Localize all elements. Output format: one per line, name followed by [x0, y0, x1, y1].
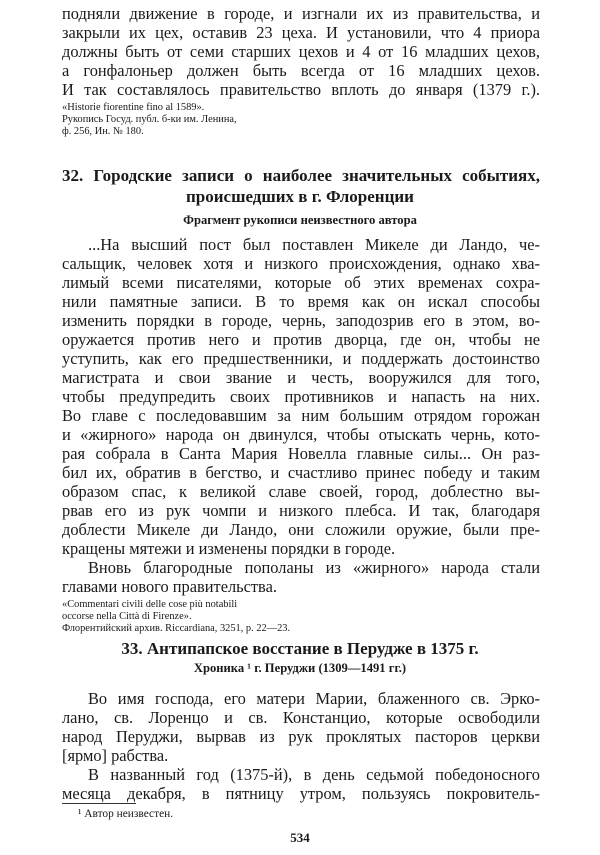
section-32-line: рая собрала в Санта Мария Новелла главные силы... Он раз- — [62, 444, 540, 463]
intro-source-line: ф. 256, Ин. № 180. — [62, 126, 144, 137]
section-33-line: лано, св. Лоренцо и св. Констанцио, которые освободили — [62, 708, 540, 727]
section-32-line: доблести Микеле ди Ландо, они сложили оружие, были пре- — [62, 520, 540, 539]
section-32-line: кращены мятежи и изменены порядки в городе. — [62, 539, 396, 558]
section-32-line: магистрата и свои звание и честь, вооружился для того, — [62, 368, 540, 387]
section-32-line: уступить, как его предшественники, и поддержать достоинство — [62, 349, 540, 368]
section-32-line: Вновь благородные пополаны из «жирного» народа стали — [88, 558, 540, 577]
section-32-line: главами нового правительства. — [62, 577, 277, 596]
section-32-line: оружается против него и против дворца, где он, чтобы не — [62, 330, 540, 349]
intro-source-line: Рукопись Госуд. публ. б-ки им. Ленина, — [62, 114, 237, 125]
section-32-line: ...На высший пост был поставлен Микеле ди Ландо, че- — [88, 235, 540, 254]
section-32-line: сальщик, человек хотя и низкого происхождения, однако хва- — [62, 254, 540, 273]
section-32-line: нили памятные записи. В то время как он искал способы — [62, 292, 540, 311]
section-32-subheading: Фрагмент рукописи неизвестного автора — [183, 213, 417, 227]
intro-line: должны быть от семи старших цехов и 4 от 16 младших цехов, — [62, 42, 540, 61]
section-32-source-line: «Commentari civili delle cose più notabili — [62, 599, 238, 610]
section-32-line: изменить порядки в городе, чернь, заподозрив его в этом, во- — [62, 311, 540, 330]
section-32-source-line: Флорентийский архив. Riccardiana, 3251, p. 22—23. — [62, 623, 291, 634]
section-32-line: рвав его из рук чомпи и низкого плебса. И так, благодаря — [62, 501, 540, 520]
intro-line: закрыли их цех, оставив 23 цеха. И установили, что 4 приора — [62, 23, 540, 42]
section-32-heading: 32. Городские записи о наиболее значительных событиях, — [62, 166, 540, 185]
section-33-line: [ярмо] рабства. — [62, 746, 169, 765]
section-32-line: и «жирного» народа он двинулся, чтобы отыскать чернь, кото- — [62, 425, 540, 444]
footnote-rule — [62, 803, 136, 804]
page-number: 534 — [290, 830, 310, 845]
section-32-source-line: occorse nella Città di Firenze». — [62, 611, 192, 622]
section-32-line: бил их, обратив в бегство, и счастливо принес победу и таким — [62, 463, 540, 482]
footnote: ¹ Автор неизвестен. — [78, 808, 174, 820]
section-32-line: лимый всеми писателями, которые об этих временах сохра- — [62, 273, 540, 292]
intro-line: а гонфалоньер должен быть всегда от 16 младших цехов. — [62, 61, 540, 80]
section-33-heading: 33. Антипапское восстание в Перудже в 1375 г. — [121, 639, 479, 658]
section-33-line: В названный год (1375-й), в день седьмой победоносного — [88, 765, 540, 784]
section-33-line: народ Перуджи, вырвав из рук проклятых пасторов церкви — [62, 727, 540, 746]
intro-line: подняли движение в городе, и изгнали их из правительства, и — [62, 4, 540, 23]
intro-source-line: «Historie fiorentine fino al 1589». — [62, 102, 205, 113]
section-33-line: Во имя господа, его матери Марии, блаженного св. Эрко- — [88, 689, 540, 708]
section-32-heading-cont: происшедших в г. Флоренции — [186, 187, 414, 206]
section-32-line: чтобы предупредить своих противников и напасть на них. — [62, 387, 540, 406]
intro-line: И так составлялось правительство вплоть до января (1379 г.). — [62, 80, 540, 99]
section-32-line: Во главе с последовавшим за ним большим отрядом горожан — [62, 406, 540, 425]
section-33-subheading: Хроника ¹ г. Перуджи (1309—1491 гг.) — [193, 661, 407, 675]
section-33-line: месяца декабря, в пятницу утром, пользуясь покровитель- — [62, 784, 540, 803]
section-32-line: образом спас, к великой славе своей, город, доблестно вы- — [62, 482, 540, 501]
